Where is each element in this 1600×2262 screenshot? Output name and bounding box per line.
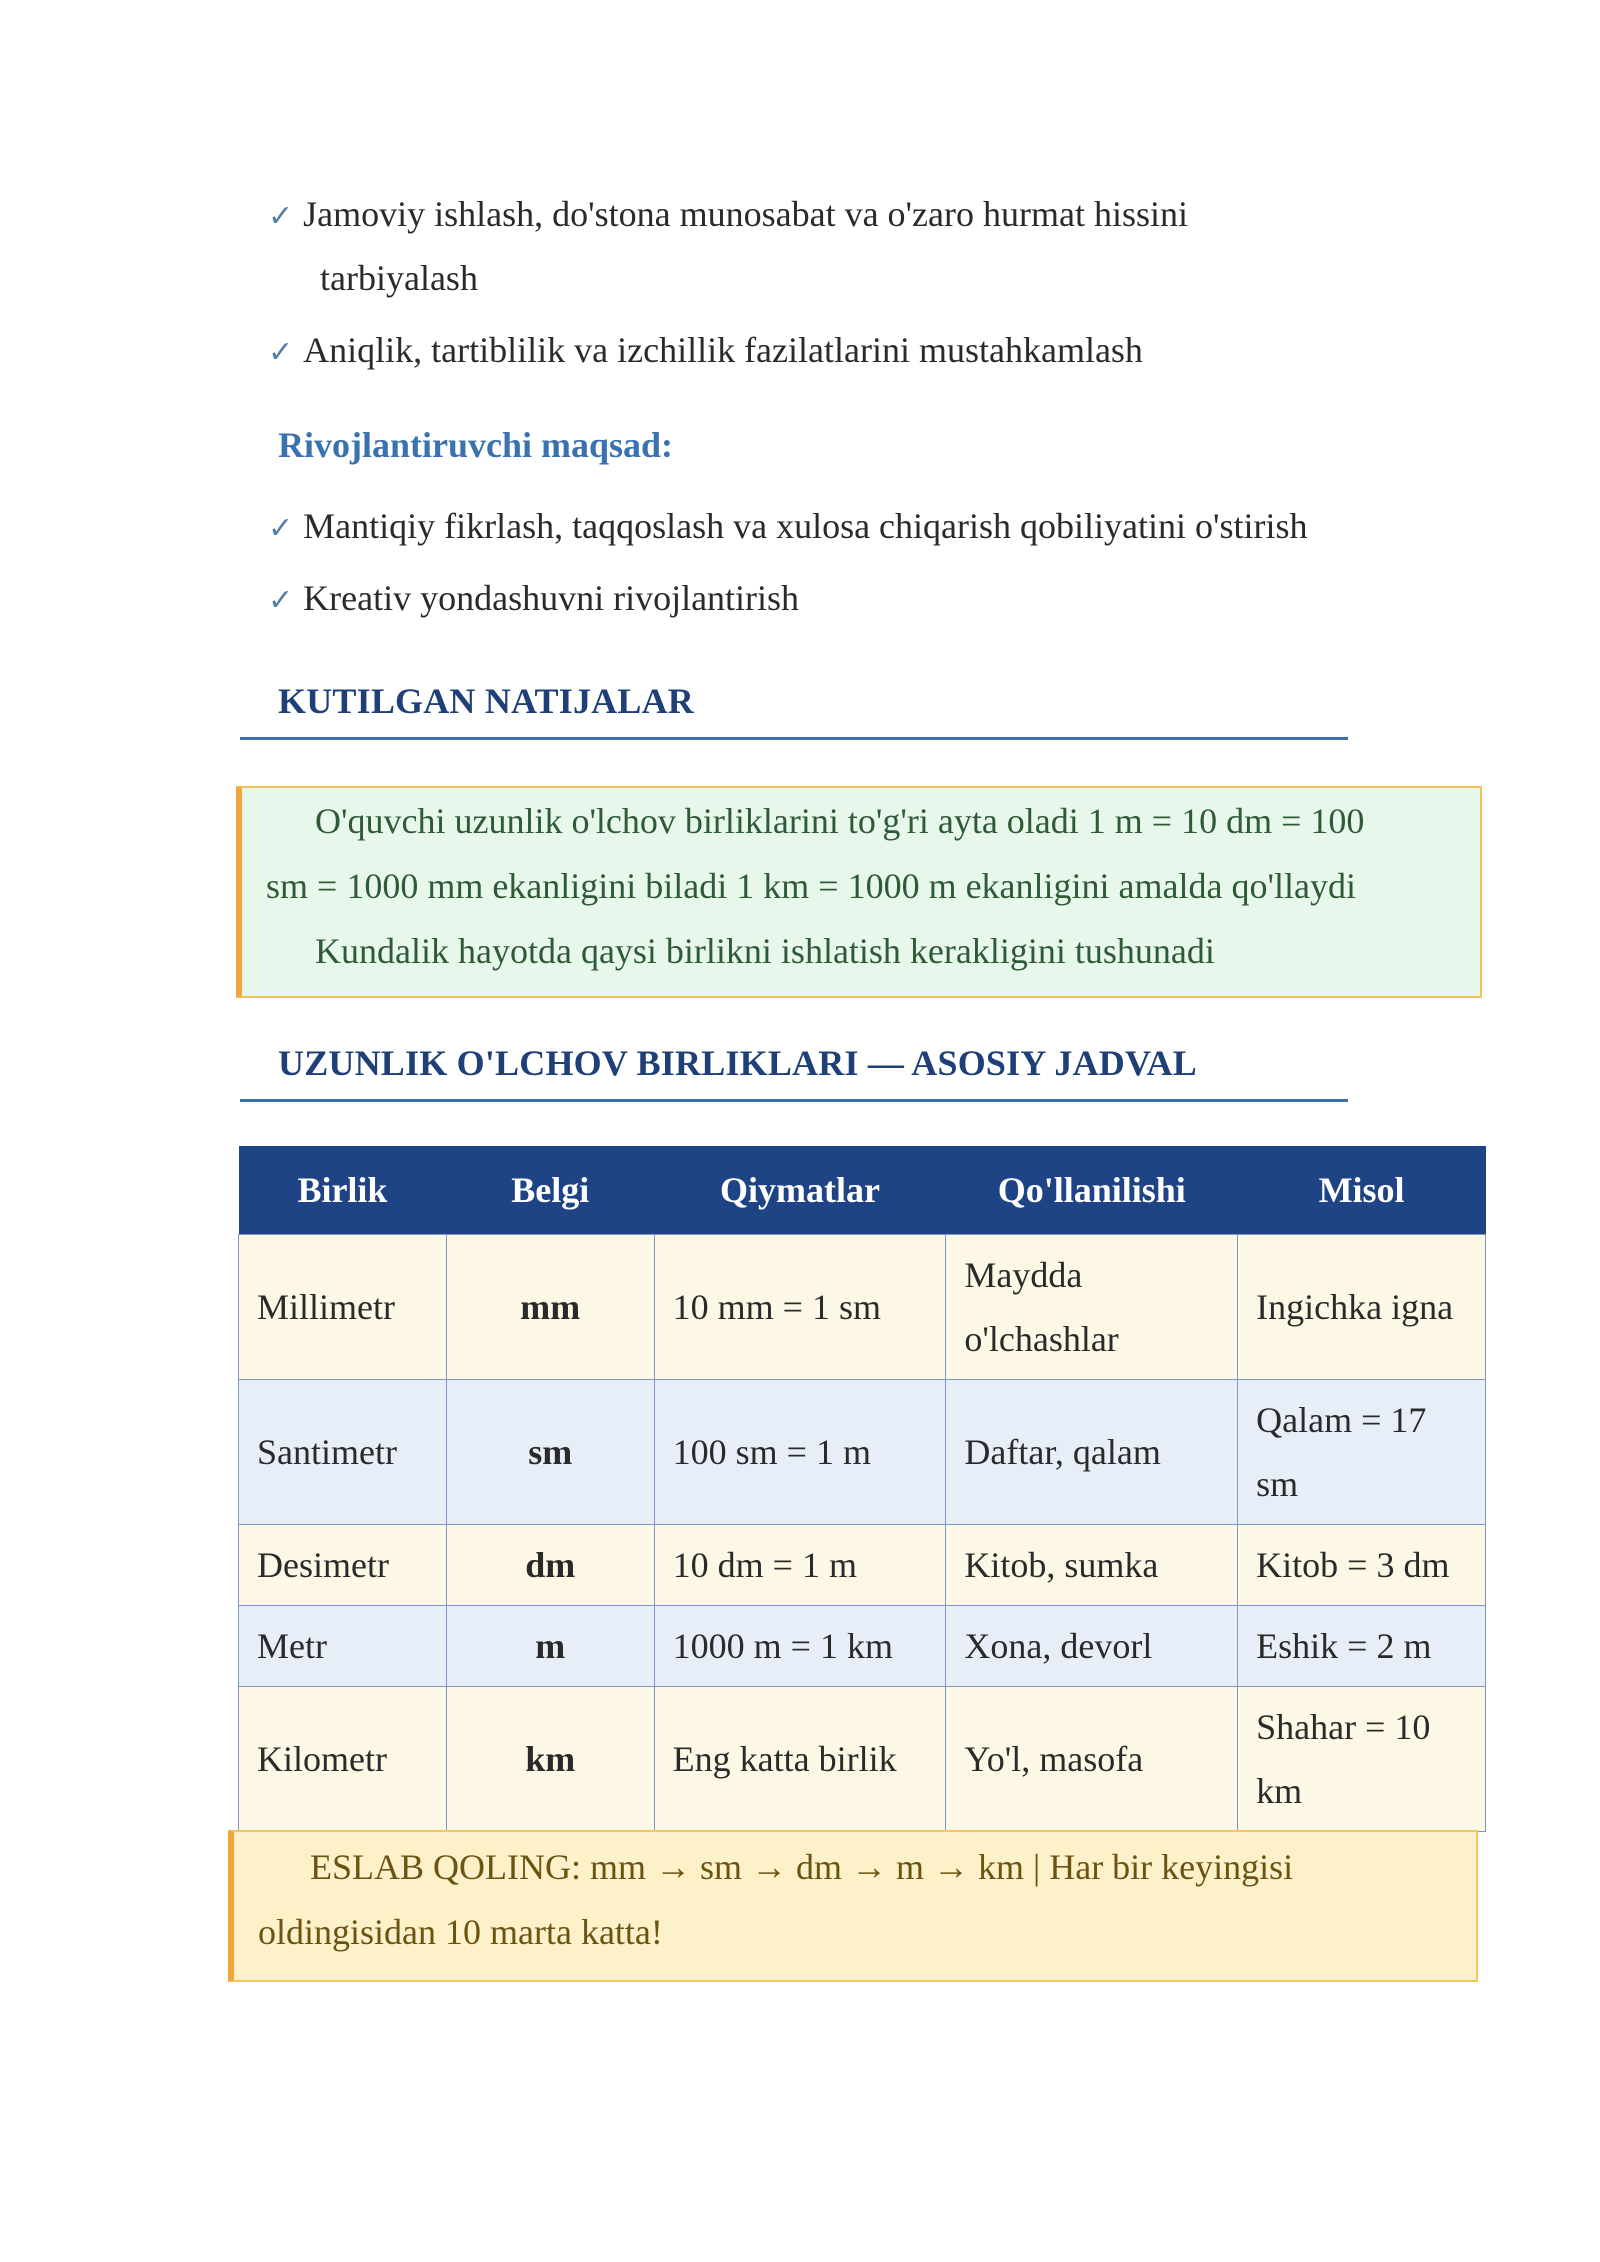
column-header-example: Misol — [1238, 1146, 1486, 1235]
table-row — [239, 1380, 1486, 1525]
table-header-row — [239, 1146, 1486, 1235]
developmental-heading: Rivojlantiruvchi maqsad: — [278, 425, 674, 465]
example-cell: Kitob = 3 dm — [1238, 1525, 1486, 1606]
symbol-cell: dm — [446, 1525, 654, 1606]
dev-bullet-1 — [268, 502, 1308, 553]
usage-cell — [946, 1235, 1238, 1380]
checkmark-icon: ✓ — [268, 583, 294, 618]
checkmark-icon: ✓ — [268, 199, 294, 234]
value-cell: 10 mm = 1 sm — [654, 1235, 946, 1380]
value-cell: Eng katta birlik — [654, 1687, 946, 1832]
units-table — [238, 1146, 1486, 1832]
value-cell: 10 dm = 1 m — [654, 1525, 946, 1606]
table-row — [239, 1606, 1486, 1687]
value-cell: 100 sm = 1 m — [654, 1380, 946, 1525]
table-heading: UZUNLIK O'LCHOV BIRLIKLARI — ASOSIY JADVAL — [278, 1043, 1197, 1083]
unit-cell: Desimetr — [239, 1525, 447, 1606]
dev-bullet-2 — [268, 574, 799, 625]
example-cell — [1238, 1380, 1486, 1525]
column-header-usage: Qo'llanilishi — [946, 1146, 1238, 1235]
symbol-cell: sm — [446, 1380, 654, 1525]
example-line: km — [1256, 1771, 1303, 1811]
remember-box — [228, 1830, 1478, 1982]
usage-cell: Xona, devorl — [946, 1606, 1238, 1687]
outcome-line-3: Kundalik hayotda qaysi birlikni ishlatish kerakligini tushunadi — [315, 931, 1215, 971]
dev-bullet-2-text: Kreativ yondashuvni rivojlantirish — [303, 578, 800, 618]
outcome-line-2: sm = 1000 mm ekanligini biladi 1 km = 1000 m ekanligini amalda qo'llaydi — [266, 866, 1356, 906]
unit-cell: Metr — [239, 1606, 447, 1687]
example-line: Shahar = 10 — [1256, 1707, 1431, 1747]
example-cell — [1238, 1687, 1486, 1832]
usage-cell: Yo'l, masofa — [946, 1687, 1238, 1832]
remember-line-1: ESLAB QOLING: mm → sm → dm → m → km | Har bir keyingisi — [310, 1847, 1294, 1887]
example-line: sm — [1256, 1464, 1299, 1504]
goal-bullet-2 — [268, 326, 1143, 377]
symbol-cell: mm — [446, 1235, 654, 1380]
outcome-line-1: O'quvchi uzunlik o'lchov birliklarini to'g'ri ayta oladi 1 m = 10 dm = 100 — [315, 801, 1365, 841]
symbol-cell: km — [446, 1687, 654, 1832]
checkmark-icon: ✓ — [268, 511, 294, 546]
value-cell: 1000 m = 1 km — [654, 1606, 946, 1687]
table-row — [239, 1235, 1486, 1380]
usage-cell: Daftar, qalam — [946, 1380, 1238, 1525]
checkmark-icon: ✓ — [268, 335, 294, 370]
unit-cell: Kilometr — [239, 1687, 447, 1832]
usage-line: Maydda — [964, 1255, 1083, 1295]
example-cell: Eshik = 2 m — [1238, 1606, 1486, 1687]
table-row — [239, 1525, 1486, 1606]
section-divider — [240, 1099, 1348, 1102]
usage-line: o'lchashlar — [964, 1319, 1119, 1359]
outcomes-box — [236, 786, 1482, 998]
goal-bullet-2-text: Aniqlik, tartiblilik va izchillik fazilatlarini mustahkamlash — [303, 330, 1143, 370]
goal-bullet-1 — [268, 190, 1188, 241]
outcomes-heading: KUTILGAN NATIJALAR — [278, 681, 694, 721]
section-divider — [240, 737, 1348, 740]
example-cell: Ingichka igna — [1238, 1235, 1486, 1380]
usage-cell: Kitob, sumka — [946, 1525, 1238, 1606]
example-line: Qalam = 17 — [1256, 1400, 1427, 1440]
column-header-values: Qiymatlar — [654, 1146, 946, 1235]
column-header-symbol: Belgi — [446, 1146, 654, 1235]
goal-bullet-1-text: Jamoviy ishlash, do'stona munosabat va o'zaro hurmat hissini — [303, 194, 1188, 234]
dev-bullet-1-text: Mantiqiy fikrlash, taqqoslash va xulosa chiqarish qobiliyatini o'stirish — [303, 506, 1308, 546]
goal-bullet-1-continuation: tarbiyalash — [320, 258, 478, 298]
column-header-unit: Birlik — [239, 1146, 447, 1235]
table-row — [239, 1687, 1486, 1832]
symbol-cell: m — [446, 1606, 654, 1687]
remember-line-2: oldingisidan 10 marta katta! — [258, 1912, 663, 1952]
unit-cell: Millimetr — [239, 1235, 447, 1380]
unit-cell: Santimetr — [239, 1380, 447, 1525]
